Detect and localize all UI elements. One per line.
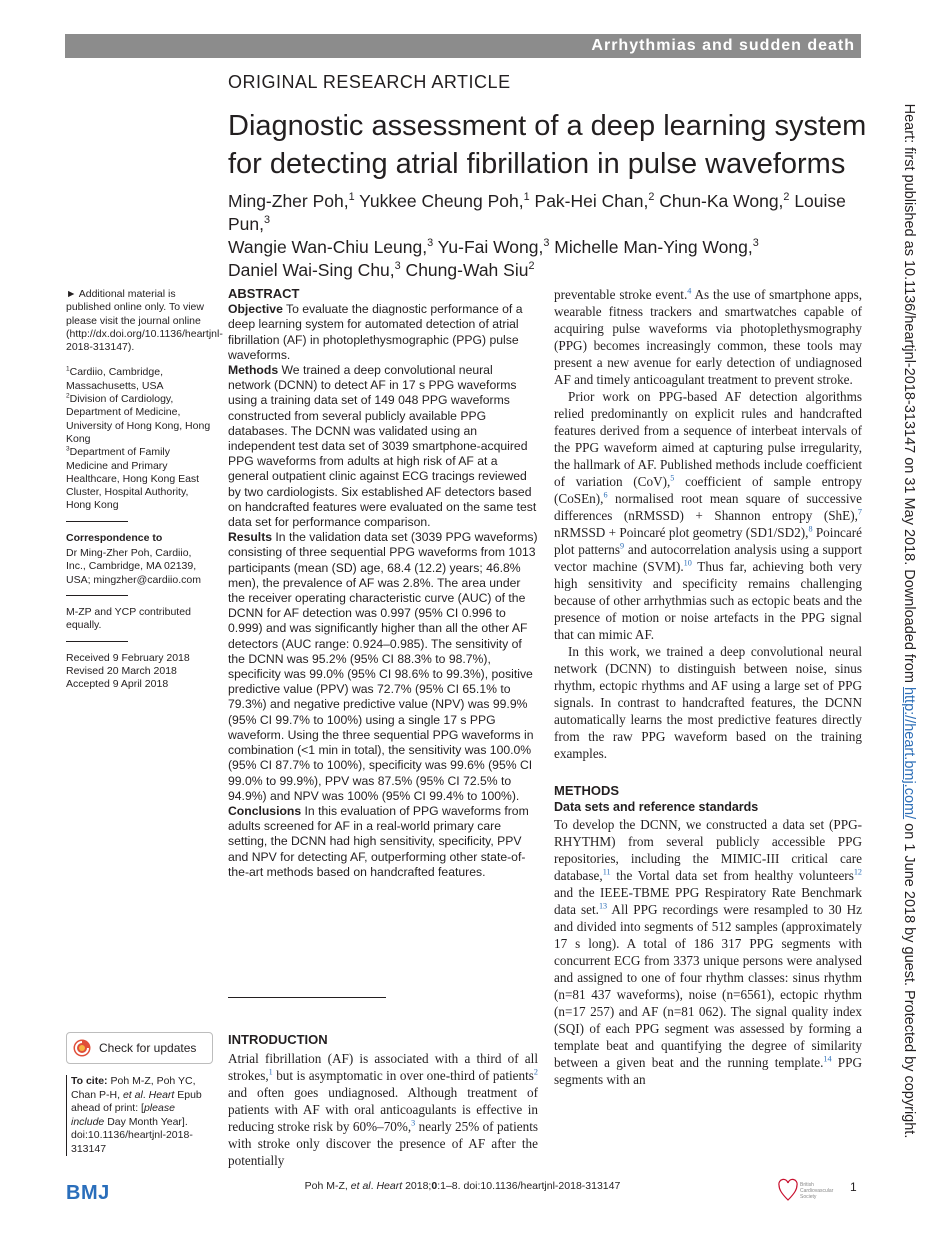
- divider: [66, 641, 128, 642]
- body-text: and the IEEE-TBME PPG Respiratory Rate Benchmark data set.: [554, 885, 862, 917]
- footer-volume: 0: [431, 1180, 438, 1192]
- body-paragraph: [554, 388, 862, 643]
- check-for-updates-button[interactable]: [66, 1032, 213, 1064]
- introduction-paragraph: [228, 1050, 538, 1169]
- affiliation-number: 1: [66, 365, 70, 373]
- body-text: nRMSSD + Poincaré plot geometry (SD1/SD2),: [554, 525, 809, 540]
- cite-text: Day Month Year]. doi:10.1136/heartjnl-2018-313147: [71, 1115, 193, 1155]
- affiliation-ref: 2: [528, 260, 535, 273]
- reference-link[interactable]: 14: [823, 1054, 832, 1064]
- body-text: PPG segments with an: [554, 1055, 862, 1087]
- affiliation-ref: 3: [264, 214, 271, 227]
- footer-etal: et al: [350, 1180, 371, 1192]
- body-text: As the use of smartphone apps, wearable fitness trackers and smartwatches capable of acquiring pulse waveforms via photoplethysmography (PPG) becomes increasingly common, these tools may present a new avenue for early detection of undiagnosed AF and timely anticoagulant treatment to prevent stroke.: [554, 287, 863, 387]
- footer-text: :1–8. doi:10.1136/heartjnl-2018-313147: [437, 1180, 621, 1192]
- affiliation-ref: 3: [394, 260, 401, 273]
- abstract-text: In this evaluation of PPG waveforms from adults screened for AF in a real-world primary care setting, the DCNN had high sensitivity, specificity, PPV and NPV for detecting AF, outperforming other state-of-the-art methods based on handcrafted features.: [228, 803, 529, 879]
- author: Pak-Hei Chan,: [529, 191, 649, 211]
- reference-link[interactable]: 5: [670, 473, 675, 483]
- affiliation: Division of Cardiology, Department of Medicine, University of Hong Kong, Hong Kong: [66, 393, 211, 445]
- author: Louise Pun,: [228, 191, 846, 234]
- body-paragraph: In this work, we trained a deep convolutional neural network (DCNN) to distinguish between noise, sinus rhythm, ectopic rhythms and AF using a large set of PPG signals. In contrast to handcrafted features, the DCNN automatically learns the most predictive features directly from the raw PPG waveform based on the training examples.: [554, 644, 862, 761]
- body-paragraph: [554, 286, 862, 388]
- affiliation: Department of Family Medicine and Primary Healthcare, Hong Kong East Cluster, Hospital Authority, Hong Kong: [66, 446, 200, 512]
- cite-text: .: [142, 1088, 149, 1101]
- heart-society-icon: [778, 1178, 798, 1202]
- author: Michelle Man-Ying Wong,: [549, 237, 753, 257]
- banner-text: Arrhythmias and sudden death: [591, 37, 855, 54]
- reference-link[interactable]: 9: [620, 541, 625, 551]
- affiliation-number: 2: [66, 392, 70, 400]
- contribution-note: M-ZP and YCP contributed equally.: [66, 605, 191, 632]
- body-paragraph: [554, 816, 862, 1088]
- author: Yukkee Cheung Poh,: [354, 191, 524, 211]
- author: Ming-Zher Poh,: [228, 191, 349, 211]
- article-title: Diagnostic assessment of a deep learning system for detecting atrial fibrillation in pulse waveforms: [228, 110, 867, 180]
- divider: [66, 521, 128, 522]
- journal-link[interactable]: http://heart.bmj.com/: [901, 686, 917, 820]
- cite-etal: et al: [122, 1088, 143, 1101]
- reference-link[interactable]: 13: [598, 901, 608, 911]
- body-text: but is asymptomatic in over one-third of patients: [272, 1068, 534, 1083]
- cite-text: Epub ahead of print: [: [71, 1088, 202, 1114]
- subsection-heading: Data sets and reference standards: [554, 800, 759, 814]
- affiliation-number: 3: [66, 445, 70, 453]
- society-name: British Cardiovascular Society: [800, 1182, 834, 1200]
- reference-link[interactable]: 4: [687, 286, 692, 296]
- affiliation-ref: 3: [752, 237, 759, 250]
- correspondence: Dr Ming-Zher Poh, Cardiio, Inc., Cambridge, MA 02139, USA; mingzher@cardiio.com: [66, 547, 201, 586]
- citation-box: [66, 1075, 211, 1156]
- article-type: ORIGINAL RESEARCH ARTICLE: [228, 72, 511, 92]
- footer-text: 2018;: [402, 1180, 432, 1192]
- body-text: All PPG recordings were resampled to 30 Hz and divided into segments of 512 samples (approximately 17 s long). A total of 186 317 PPG segments with concurrent ECG from 3373 unique persons were analysed and assigned to one of four rhythm classes: sinus rhythm (n=81 437 waveforms), noise (n=6561), ectopic rhythm (n=17 257) and AF (n=81 062). The signal quality index (SQI) of each PPG segment was assessed by forming a template beat and quantifying the degree of similarity between a given beat and the running template.: [554, 902, 862, 1070]
- abstract-methods: [228, 363, 538, 530]
- affiliations: [66, 366, 214, 512]
- reference-link[interactable]: 2: [533, 1067, 538, 1077]
- section-banner: [65, 34, 861, 58]
- reference-link[interactable]: 10: [683, 558, 692, 568]
- abstract-label: Objective: [228, 302, 283, 317]
- abstract: [228, 286, 538, 880]
- body-text: preventable stroke event.: [554, 287, 688, 302]
- crossmark-icon: [73, 1039, 91, 1057]
- affiliation-ref: 1: [348, 191, 355, 204]
- affiliation-ref: 1: [523, 191, 530, 204]
- abstract-label: Methods: [228, 363, 279, 378]
- body-text: and often goes undiagnosed. Although treatment of patients with AF with oral anticoagulants is effective in reducing stroke risk by 60%–70%,: [228, 1085, 538, 1134]
- cite-placeholder: please include: [71, 1102, 175, 1128]
- abstract-end-rule: [228, 997, 386, 998]
- introduction-heading: INTRODUCTION: [228, 1032, 328, 1047]
- author-list: [228, 190, 868, 282]
- reference-link[interactable]: 11: [602, 867, 611, 877]
- affiliation-ref: 3: [427, 237, 434, 250]
- body-text: and autocorrelation analysis using a support vector machine (SVM).: [554, 542, 863, 574]
- bmj-logo: BMJ: [66, 1182, 110, 1204]
- author: Yu-Fai Wong,: [433, 237, 544, 257]
- abstract-conclusions: [228, 804, 538, 880]
- received-date: Received 9 February 2018: [66, 651, 190, 664]
- cite-journal: Heart: [148, 1088, 175, 1101]
- body-text: Thus far, achieving both very high sensitivity and specificity remains challenging because of other arrhythmias such as ectopic beats and the presence of motion or noise artefacts in the PPG signal that can mimic AF.: [554, 559, 862, 642]
- download-note: [898, 103, 920, 1139]
- cite-text: Poh M-Z, Poh YC, Chan P-H,: [71, 1075, 196, 1101]
- reference-link[interactable]: 6: [603, 490, 608, 500]
- page-number: 1: [850, 1180, 857, 1194]
- revised-date: Revised 20 March 2018: [66, 664, 177, 677]
- correspondence-heading: Correspondence to: [66, 531, 163, 544]
- body-text: Prior work on PPG-based AF detection algorithms relied predominantly on explicit rules and handcrafted features derived from a sequence of interbeat intervals of the PPG waveform aimed at capturing pulse irregularity, the hallmark of AF. Published methods include coefficient of variation (CoV),: [554, 389, 862, 489]
- introduction: [228, 1031, 538, 1169]
- abstract-label: Conclusions: [228, 803, 302, 818]
- download-note-text: [901, 104, 917, 1139]
- abstract-label: Results: [228, 530, 273, 545]
- note-text: Heart: first published as 10.1136/heartjnl-2018-313147 on 31 May 2018. Downloaded from: [901, 103, 917, 687]
- footer-journal: Heart: [376, 1180, 403, 1192]
- reference-link[interactable]: 1: [268, 1067, 273, 1077]
- abstract-text: In the validation data set (3039 PPG waveforms) consisting of three sequential PPG waveforms from 1013 participants (mean (SD) age, 68.4 (12.2) years; 46.8% men), the prevalence of AF was 2.8%. The area under the receiver operating characteristic curve (AUC) of the DCNN for AF detection was 0.997 (95% CI 0.996 to 0.999) and was significantly higher than all the other AF detectors (AUC range: 0.924–0.985). The sensitivity of the DCNN was 95.2% (95% CI 88.3% to 98.7%), specificity was 99.0% (95% CI 98.6% to 99.3%), positive predictive value (PPV) was 72.7% (95% CI 65.1% to 79.3%) and negative predictive value (NPV) was 99.9% (95% CI 99.7% to 100%) using a single 17 s PPG waveform. Using the three sequential PPG waveforms in combination (<1 min in total), the sensitivity was 100.0% (95% CI 87.7% to 100%), specificity was 99.6% (95% CI 99.0% to 99.9%), PPV was 87.5% (95% CI 72.5% to 94.9%) and NPV was 100% (95% CI 99.4% to 100%).: [228, 530, 538, 803]
- body-text: coefficient of sample entropy (CoSEn),: [554, 474, 862, 506]
- reference-link[interactable]: 8: [808, 524, 813, 534]
- reference-link[interactable]: 12: [853, 867, 862, 877]
- affiliation-ref: 2: [783, 191, 790, 204]
- footer-text: .: [370, 1180, 377, 1192]
- methods-heading: METHODS: [554, 783, 619, 798]
- author: Chung-Wah Siu: [400, 260, 529, 280]
- body-text: the Vortal data set from healthy volunteers: [610, 868, 854, 883]
- affiliation-ref: 3: [543, 237, 550, 250]
- reference-link[interactable]: 7: [857, 507, 862, 517]
- body-text: Poincaré plot patterns: [554, 525, 862, 557]
- additional-material-note: ► Additional material is published online only. To view please visit the journal online (http://dx.doi.org/10.1136/heartjnl-2018-313147).: [66, 288, 223, 354]
- abstract-objective: [228, 302, 538, 363]
- abstract-results: [228, 530, 538, 804]
- author: Daniel Wai-Sing Chu,: [228, 260, 395, 280]
- cite-label: To cite:: [71, 1075, 108, 1087]
- sidebar: [66, 288, 223, 691]
- abstract-text: To evaluate the diagnostic performance of a deep learning system for automated detection of atrial fibrillation (AF) in photoplethysmographic (PPG) pulse waveforms.: [228, 302, 523, 362]
- affiliation-ref: 2: [648, 191, 655, 204]
- reference-link[interactable]: 3: [411, 1118, 416, 1128]
- body-text: To develop the DCNN, we constructed a data set (PPG-RHYTHM) from several publicly accessible PPG repositories, including the MIMIC-III critical care database,: [554, 817, 862, 883]
- abstract-heading: ABSTRACT: [228, 286, 300, 301]
- accepted-date: Accepted 9 April 2018: [66, 678, 169, 691]
- divider: [66, 595, 128, 596]
- affiliation: Cardiio, Cambridge, Massachusetts, USA: [66, 366, 164, 392]
- body-text: Atrial fibrillation (AF) is associated with a third of all strokes,: [228, 1051, 538, 1083]
- footer-text: Poh M-Z,: [304, 1180, 351, 1192]
- abstract-text: We trained a deep convolutional neural network (DCNN) to detect AF in 17 s PPG waveforms using a training data set of 149 048 PPG waveforms constructed from several publicly available PPG databases. The DCNN was validated using an independent test data set of 3039 smartphone-acquired PPG waveforms from adults at high risk of AF at a general outpatient clinic against ECG tracings reviewed by two cardiologists. Six established AF detectors based on handcrafted features were evaluated on the same test data set for performance comparison.: [228, 363, 537, 530]
- right-column: [554, 286, 862, 1088]
- author: Wangie Wan-Chiu Leung,: [228, 237, 428, 257]
- check-updates-label: Check for updates: [99, 1041, 197, 1055]
- body-text: nearly 25% of patients with stroke only discover the presence of AF after the potentially: [228, 1119, 538, 1168]
- note-text: on 1 June 2018 by guest. Protected by copyright.: [901, 819, 917, 1139]
- author: Chun-Ka Wong,: [654, 191, 784, 211]
- body-text: normalised root mean square of successive differences (nRMSSD) + Shannon entropy (ShE),: [554, 491, 862, 523]
